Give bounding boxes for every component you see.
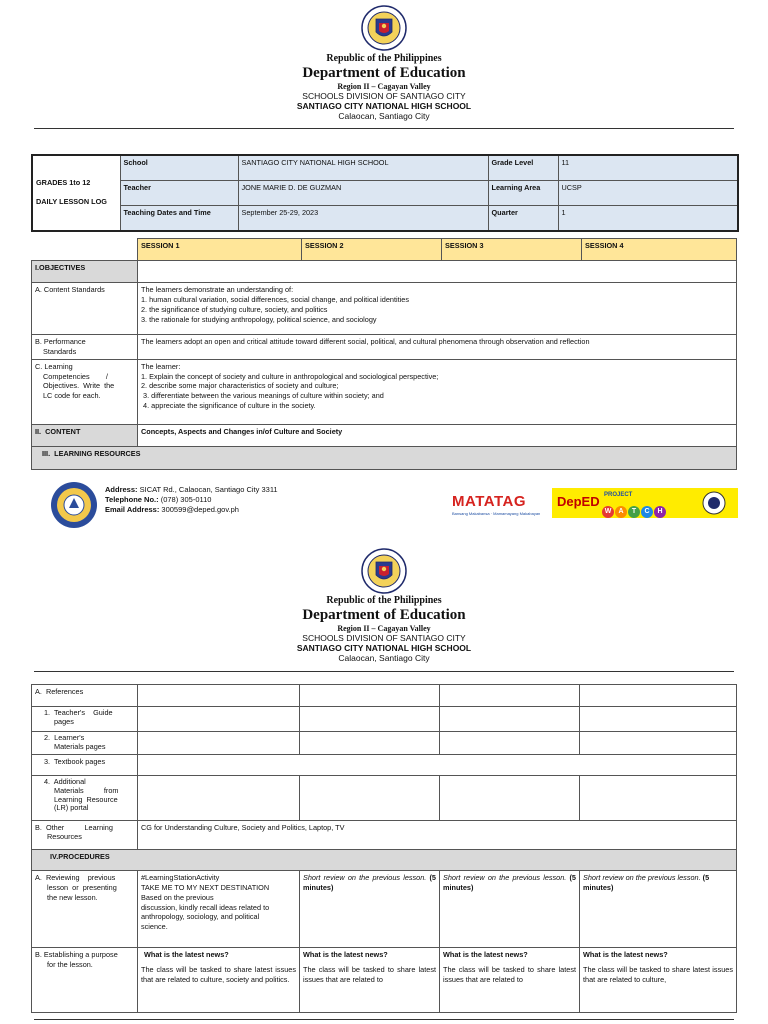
address-value: SICAT Rd., Calaocan, Santiago City 3311: [139, 485, 278, 494]
objectives-heading: I.OBJECTIVES: [32, 261, 138, 283]
lesson-table-page2: [31, 684, 737, 1013]
header-division: SCHOOLS DIVISION OF SANTIAGO CITY: [302, 91, 466, 101]
session-1-header: SESSION 1: [138, 239, 302, 261]
deped-logo: DepED: [557, 494, 600, 509]
reviewing-lesson-label: A. Reviewing previous lesson or presenting the new lesson.: [32, 871, 138, 948]
content-standards-line: 3. the rationale for studying anthropology, political science, and sociology: [141, 314, 377, 324]
competency-line: 2. describe some major characteristics of society and culture;: [141, 381, 339, 391]
textbook-pages-label: 3. Textbook pages: [32, 755, 138, 776]
deped-seal-logo: [361, 5, 407, 51]
area-label: Learning Area: [488, 181, 558, 206]
teacher-value: JONE MARIE D. DE GUZMAN: [238, 181, 488, 206]
competency-line: 4. appreciate the significance of culture in the society.: [141, 401, 316, 411]
grade-value: 11: [558, 155, 738, 181]
content-standards-line: 1. human cultural variation, social differences, social change, and political identities: [141, 294, 409, 304]
header-republic: Republic of the Philippines: [326, 595, 442, 606]
purpose-session-2: What is the latest news? The class will be tasked to share latest issues that are related to: [300, 948, 440, 1013]
school-value: SANTIAGO CITY NATIONAL HIGH SCHOOL: [238, 155, 488, 181]
reviewing-session-2: Short review on the previous lesson. (5 minutes): [300, 871, 440, 948]
other-resources-text: CG for Understanding Culture, Society and Politics, Laptop, TV: [138, 821, 737, 850]
deped-seal-logo: [361, 548, 407, 594]
header-department: Department of Education: [302, 607, 466, 623]
deped-watch-banner: [552, 488, 738, 518]
page-bottom-rule: [34, 1019, 734, 1020]
establishing-purpose-label: B. Establishing a purpose for the lesson.: [32, 948, 138, 1013]
content-standards-label: A. Content Standards: [32, 283, 138, 335]
teachers-guide-label: 1. Teacher's Guide pages: [32, 707, 138, 732]
quarter-label: Quarter: [488, 206, 558, 232]
quarter-value: 1: [558, 206, 738, 232]
reviewing-session-4: Short review on the previous lesson. (5 minutes): [580, 871, 737, 948]
school-label: School: [120, 155, 238, 181]
additional-materials-label: 4. Additional Materials from Learning Resource (LR) portal: [32, 776, 138, 821]
page-footer: [50, 481, 740, 531]
content-text: Concepts, Aspects and Changes in/of Culture and Society: [138, 424, 737, 446]
other-resources-label: B. Other Learning Resources: [32, 821, 138, 850]
header-location: Calaocan, Santiago City: [338, 653, 430, 663]
header-rule: [34, 128, 734, 129]
header-division: SCHOOLS DIVISION OF SANTIAGO CITY: [302, 633, 466, 643]
teacher-label: Teacher: [120, 181, 238, 206]
email-value: 300599@deped.gov.ph: [161, 505, 239, 515]
learning-resources-heading: III. LEARNING RESOURCES: [32, 446, 737, 469]
lesson-table-page1: [31, 238, 737, 470]
session-3-header: SESSION 3: [442, 239, 582, 261]
grade-label: Grade Level: [488, 155, 558, 181]
info-dll: DAILY LESSON LOG: [36, 197, 107, 206]
dates-value: September 25-29, 2023: [238, 206, 488, 232]
info-grades: GRADES 1to 12: [36, 178, 91, 188]
project-label: PROJECT: [604, 492, 633, 498]
session-2-header: SESSION 2: [302, 239, 442, 261]
phone-label: Telephone No.:: [105, 495, 159, 505]
watch-logo: W A T C H: [602, 500, 667, 518]
procedures-heading: IV.PROCEDURES: [32, 850, 737, 871]
session-4-header: SESSION 4: [582, 239, 737, 261]
reviewing-session-3: Short review on the previous lesson. (5 minutes): [440, 871, 580, 948]
info-table: [31, 154, 739, 232]
header-location: Calaocan, Santiago City: [338, 111, 430, 121]
learning-competencies-text: [138, 359, 737, 424]
header-school: SANTIAGO CITY NATIONAL HIGH SCHOOL: [296, 643, 472, 653]
performance-standards-label: B. Performance Standards: [32, 335, 138, 360]
address-label: Address:: [105, 485, 138, 494]
matatag-tagline: Bansang Makabansa · Mamamayang Makabayan: [452, 511, 541, 516]
division-badge-icon: [702, 491, 726, 515]
school-logo: [50, 481, 98, 529]
content-standards-text: [138, 283, 737, 335]
performance-standards-text: The learners adopt an open and critical attitude toward different social, political, and cultural phenomena through observation and reflection: [138, 335, 737, 360]
reviewing-session-1: #LearningStationActivity TAKE ME TO MY NEXT DESTINATION Based on the previous discussion, kindly recall ideas related to anthropology, sociology, and political science.: [138, 871, 300, 948]
references-label: A. References: [32, 685, 138, 707]
competency-line: 1. Explain the concept of society and culture in anthropological and sociological perspective;: [141, 371, 439, 381]
header-department: Department of Education: [302, 65, 466, 81]
competency-line: The learner:: [141, 361, 181, 371]
phone-value: (078) 305-0110: [160, 495, 212, 505]
purpose-session-4: What is the latest news? The class will be tasked to share latest issues that are related to culture,: [580, 948, 737, 1013]
dates-label: Teaching Dates and Time: [120, 206, 238, 232]
content-standards-line: The learners demonstrate an understanding of:: [141, 285, 294, 294]
header-region: Region II – Cagayan Valley: [337, 624, 431, 633]
purpose-session-3: What is the latest news? The class will be tasked to share latest issues that are related to: [440, 948, 580, 1013]
competency-line: 3. differentiate between the various meanings of culture within society; and: [141, 391, 384, 401]
header-republic: Republic of the Philippines: [326, 53, 442, 64]
content-standards-line: 2. the significance of studying culture, society, and politics: [141, 304, 328, 314]
email-label: Email Address:: [105, 505, 160, 515]
content-heading: II. CONTENT: [32, 424, 138, 446]
purpose-session-1: What is the latest news? The class will be tasked to share latest issues that are related to culture, society and politics.: [138, 948, 300, 1013]
learners-materials-label: 2. Learner's Materials pages: [32, 732, 138, 755]
learning-competencies-label: C. Learning Competencies / Objectives. Write the LC code for each.: [32, 359, 138, 424]
header-school: SANTIAGO CITY NATIONAL HIGH SCHOOL: [296, 101, 472, 111]
matatag-logo: MATATAG: [452, 493, 527, 510]
header-region: Region II – Cagayan Valley: [337, 82, 431, 91]
area-value: UCSP: [558, 181, 738, 206]
header-rule: [34, 671, 734, 672]
